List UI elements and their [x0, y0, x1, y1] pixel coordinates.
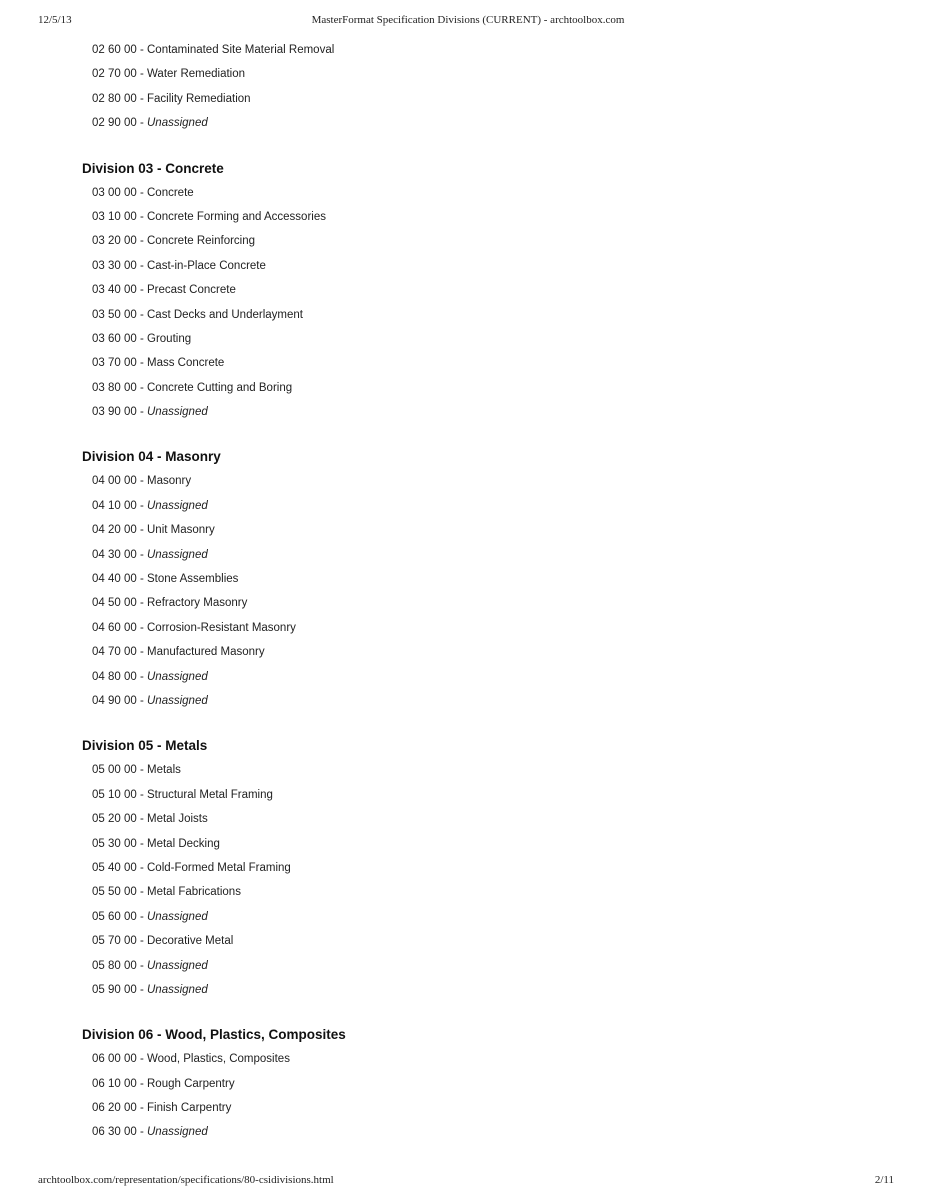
section-name: Unassigned: [147, 548, 208, 561]
section-code: 05 00 00: [92, 764, 137, 777]
section-code: 02 60 00: [92, 44, 137, 56]
list-item: [92, 567, 936, 591]
separator: -: [136, 210, 147, 223]
list-item: [92, 87, 936, 111]
list-item: [92, 807, 936, 831]
division-block: [0, 734, 936, 1002]
section-code: 05 10 00: [92, 788, 137, 801]
section-name: Facility Remediation: [147, 92, 251, 105]
separator: -: [136, 259, 147, 272]
division-block: [0, 445, 936, 713]
section-name: Masonry: [147, 475, 192, 488]
section-code: 06 10 00: [92, 1077, 137, 1090]
section-code: 04 10 00: [92, 499, 137, 512]
section-code: 05 70 00: [92, 935, 137, 948]
section-name: Metal Decking: [147, 837, 220, 850]
section-name: Unassigned: [147, 910, 208, 923]
separator: -: [136, 597, 147, 610]
separator: -: [136, 308, 147, 321]
separator: -: [136, 983, 147, 996]
list-item: [92, 1047, 936, 1071]
section-code: 04 90 00: [92, 694, 137, 707]
list-item: [92, 1096, 936, 1120]
section-code: 03 50 00: [92, 308, 137, 321]
division-items: [0, 1047, 936, 1145]
section-code: 04 70 00: [92, 646, 137, 659]
section-name: Concrete Forming and Accessories: [147, 210, 326, 223]
section-name: Stone Assemblies: [147, 573, 239, 586]
list-item: [92, 905, 936, 929]
list-item: [92, 758, 936, 782]
section-code: 05 80 00: [92, 959, 137, 972]
section-name: Cast-in-Place Concrete: [147, 259, 266, 272]
list-item: [92, 832, 936, 856]
separator: -: [136, 837, 147, 850]
separator: -: [136, 499, 147, 512]
separator: -: [136, 68, 147, 81]
list-item: [92, 591, 936, 615]
divisions-container: [0, 136, 936, 1145]
list-item: [92, 665, 936, 689]
section-code: 04 00 00: [92, 475, 137, 488]
separator: -: [136, 813, 147, 826]
section-name: Cast Decks and Underlayment: [147, 308, 303, 321]
list-item: [92, 181, 936, 205]
section-code: 03 60 00: [92, 332, 137, 345]
list-item: [92, 880, 936, 904]
list-item: [92, 640, 936, 664]
section-code: 02 70 00: [92, 68, 137, 81]
division-items: [0, 181, 936, 425]
separator: -: [136, 788, 147, 801]
separator: -: [136, 910, 147, 923]
section-code: 03 80 00: [92, 381, 137, 394]
separator: -: [136, 670, 147, 683]
section-code: 06 00 00: [92, 1053, 137, 1066]
separator: -: [136, 694, 147, 707]
section-gap: [0, 424, 936, 445]
print-url: archtoolbox.com/representation/specifications/80-csidivisions.html: [38, 1174, 334, 1186]
list-item: [92, 469, 936, 493]
section-code: 05 30 00: [92, 837, 137, 850]
section-code: 06 20 00: [92, 1102, 137, 1115]
list-item: [92, 351, 936, 375]
section-code: 03 10 00: [92, 210, 137, 223]
separator: -: [136, 764, 147, 777]
section-name: Finish Carpentry: [147, 1102, 232, 1115]
list-item: [92, 111, 936, 135]
list-item: [92, 254, 936, 278]
list-item: [92, 376, 936, 400]
section-name: Unassigned: [147, 983, 208, 996]
list-item: [92, 229, 936, 253]
print-page-title: MasterFormat Specification Divisions (CURRENT) - archtoolbox.com: [311, 14, 625, 26]
separator: -: [136, 332, 147, 345]
separator: -: [136, 235, 147, 248]
section-code: 03 90 00: [92, 406, 137, 419]
division-list: [0, 38, 936, 1145]
section-name: Unassigned: [147, 959, 208, 972]
separator: -: [136, 861, 147, 874]
separator: -: [136, 475, 147, 488]
division-heading: Division 03 - Concrete: [82, 160, 224, 176]
separator: -: [136, 886, 147, 899]
section-name: Concrete: [147, 186, 194, 199]
section-code: 04 20 00: [92, 524, 137, 537]
section-gap: [0, 136, 936, 157]
list-item: [92, 689, 936, 713]
list-item: [92, 978, 936, 1002]
section-code: 05 50 00: [92, 886, 137, 899]
separator: -: [136, 284, 147, 297]
section-name: Mass Concrete: [147, 357, 225, 370]
section-code: 04 80 00: [92, 670, 137, 683]
section-name: Decorative Metal: [147, 935, 234, 948]
section-name: Unassigned: [147, 406, 208, 419]
separator: -: [136, 524, 147, 537]
section-code: 05 40 00: [92, 861, 137, 874]
section-code: 05 20 00: [92, 813, 137, 826]
section-gap: [0, 713, 936, 734]
section-code: 02 90 00: [92, 117, 137, 130]
section-code: 04 40 00: [92, 573, 137, 586]
section-name: Grouting: [147, 332, 192, 345]
section-code: 03 00 00: [92, 186, 137, 199]
section-code: 03 70 00: [92, 357, 137, 370]
section-name: Metals: [147, 764, 181, 777]
section-code: 04 30 00: [92, 548, 137, 561]
list-item: [92, 616, 936, 640]
list-item: [92, 327, 936, 351]
section-name: Rough Carpentry: [147, 1077, 235, 1090]
list-item: [92, 929, 936, 953]
separator: -: [136, 959, 147, 972]
section-name: Contaminated Site Material Removal: [147, 44, 335, 56]
print-date: 12/5/13: [38, 14, 72, 26]
division-block: [0, 157, 936, 425]
list-item: [92, 494, 936, 518]
list-item: [92, 856, 936, 880]
print-header: [0, 14, 936, 30]
section-name: Precast Concrete: [147, 284, 236, 297]
section-name: Unit Masonry: [147, 524, 215, 537]
separator: -: [136, 357, 147, 370]
section-name: Unassigned: [147, 117, 208, 130]
list-item: [92, 543, 936, 567]
separator: -: [136, 935, 147, 948]
separator: -: [136, 646, 147, 659]
list-item: [92, 1120, 936, 1144]
separator: -: [136, 186, 147, 199]
separator: -: [136, 44, 147, 56]
division-heading: Division 04 - Masonry: [82, 449, 221, 465]
print-footer: [0, 1174, 936, 1190]
separator: -: [136, 1053, 147, 1066]
section-name: Structural Metal Framing: [147, 788, 273, 801]
section-code: 05 60 00: [92, 910, 137, 923]
list-item: [92, 278, 936, 302]
list-item: [92, 783, 936, 807]
section-name: Cold-Formed Metal Framing: [147, 861, 291, 874]
division-heading: Division 06 - Wood, Plastics, Composites: [82, 1027, 346, 1043]
section-name: Corrosion-Resistant Masonry: [147, 621, 296, 634]
section-name: Metal Joists: [147, 813, 208, 826]
continued-items: [0, 38, 936, 136]
separator: -: [136, 548, 147, 561]
section-code: 04 50 00: [92, 597, 137, 610]
division-items: [0, 758, 936, 1002]
section-name: Concrete Cutting and Boring: [147, 381, 293, 394]
separator: -: [136, 573, 147, 586]
section-name: Unassigned: [147, 694, 208, 707]
section-name: Unassigned: [147, 1126, 208, 1139]
section-name: Concrete Reinforcing: [147, 235, 256, 248]
separator: -: [136, 406, 147, 419]
list-item: [92, 38, 936, 62]
separator: -: [136, 1077, 147, 1090]
separator: -: [136, 92, 147, 105]
section-name: Unassigned: [147, 670, 208, 683]
separator: -: [136, 117, 147, 130]
list-item: [92, 954, 936, 978]
separator: -: [136, 621, 147, 634]
division-block: [0, 1023, 936, 1145]
page-number: 2/11: [874, 1174, 894, 1186]
section-name: Wood, Plastics, Composites: [147, 1053, 290, 1066]
list-item: [92, 400, 936, 424]
section-name: Refractory Masonry: [147, 597, 248, 610]
list-item: [92, 303, 936, 327]
separator: -: [136, 1126, 147, 1139]
separator: -: [136, 1102, 147, 1115]
list-item: [92, 205, 936, 229]
list-item: [92, 1072, 936, 1096]
section-code: 06 30 00: [92, 1126, 137, 1139]
section-code: 03 30 00: [92, 259, 137, 272]
list-item: [92, 62, 936, 86]
section-code: 05 90 00: [92, 983, 137, 996]
section-name: Water Remediation: [147, 68, 246, 81]
list-item: [92, 518, 936, 542]
section-name: Manufactured Masonry: [147, 646, 265, 659]
section-code: 03 20 00: [92, 235, 137, 248]
section-name: Metal Fabrications: [147, 886, 241, 899]
separator: -: [136, 381, 147, 394]
section-code: 04 60 00: [92, 621, 137, 634]
division-heading: Division 05 - Metals: [82, 738, 208, 754]
division-items: [0, 469, 936, 713]
section-code: 03 40 00: [92, 284, 137, 297]
section-name: Unassigned: [147, 499, 208, 512]
section-code: 02 80 00: [92, 92, 137, 105]
section-gap: [0, 1002, 936, 1023]
